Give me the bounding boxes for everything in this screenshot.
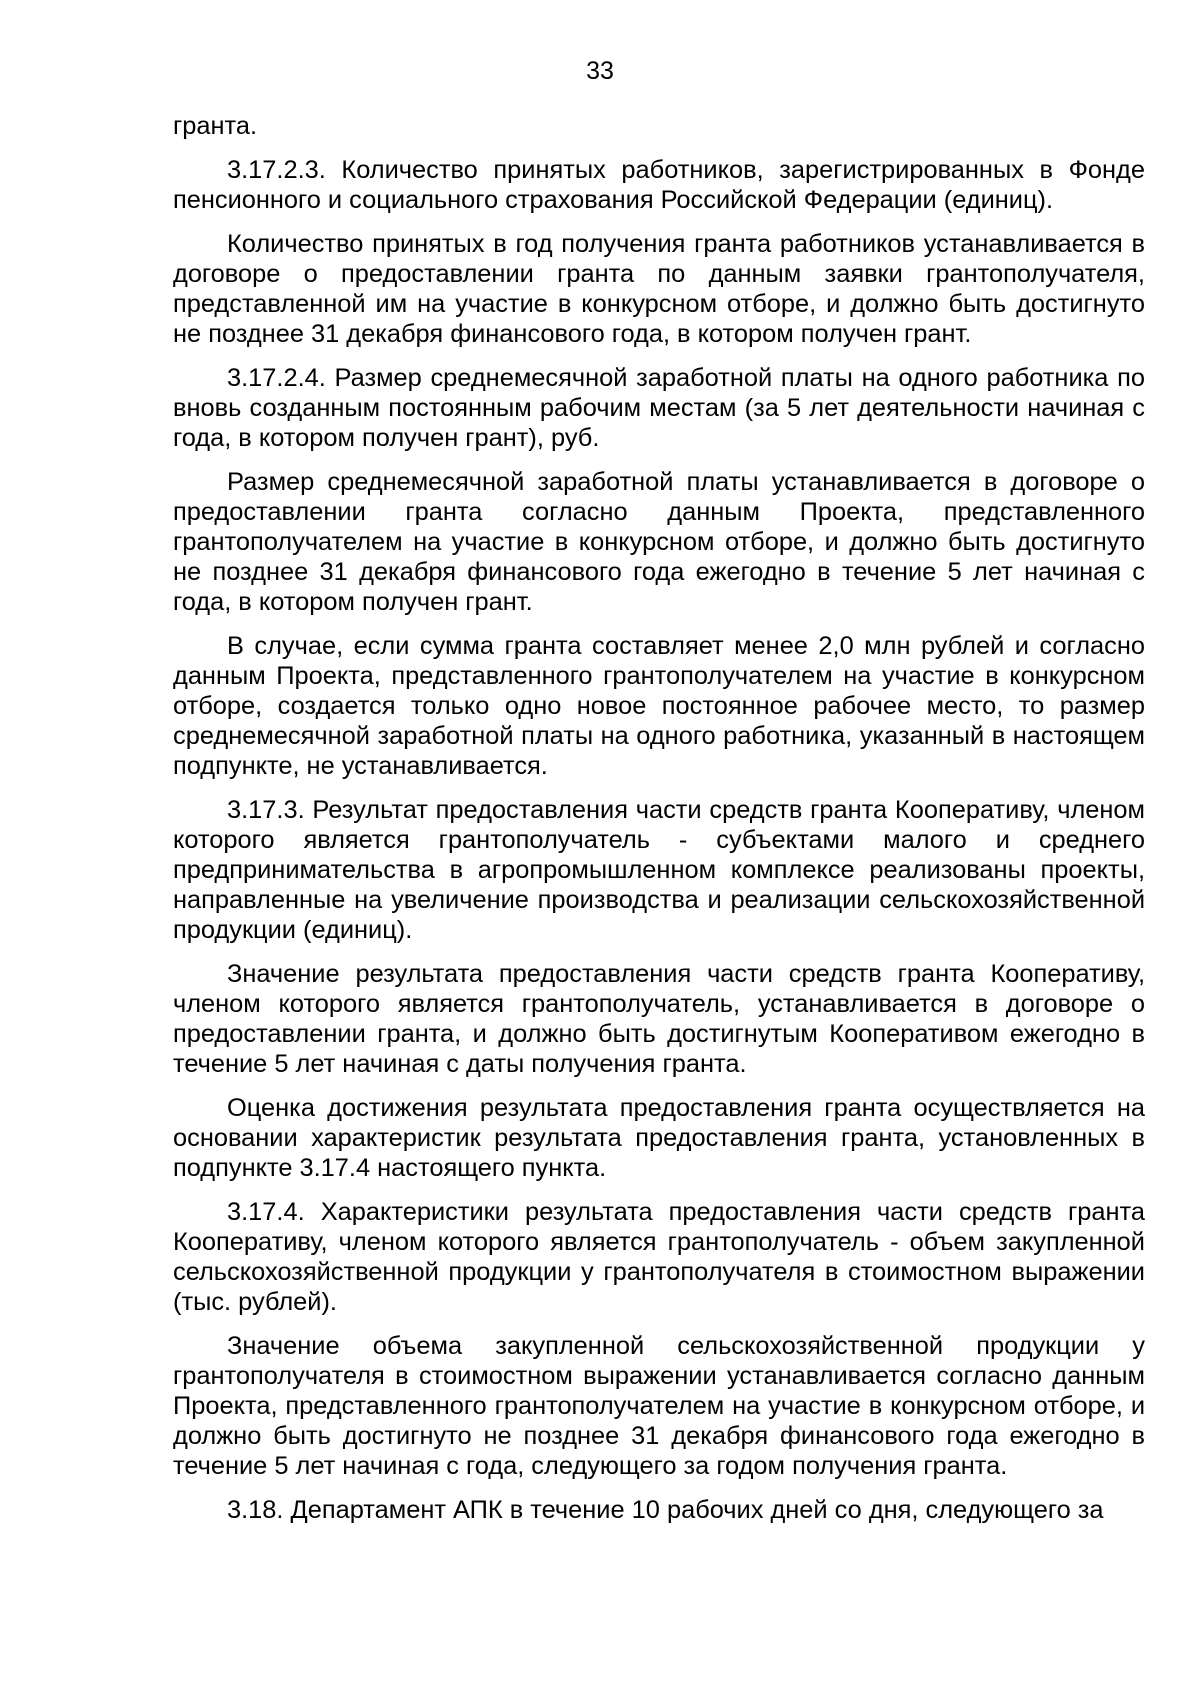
paragraph-3-18: 3.18. Департамент АПК в течение 10 рабочих дней со дня, следующего за bbox=[227, 1496, 1104, 1524]
paragraph-3-17-2-4: 3.17.2.4. Размер среднемесячной заработной платы на одного работника по вновь созданным постоянным рабочим местам (за 5 лет деятельности начиная с года, в котором получен грант), руб. bbox=[173, 364, 1145, 452]
paragraph-result-value: Значение результата предоставления части средств гранта Кооперативу, членом которого является грантополучатель, устанавливается в договоре о предоставлении гранта, и должно быть достигнутым Кооперативом ежегодно в течение 5 лет начиная с даты получения гранта. bbox=[173, 960, 1145, 1078]
paragraph-employees-count: Количество принятых в год получения гранта работников устанавливается в договоре о предоставлении гранта по данным заявки грантополучателя, представленной им на участие в конкурсном отборе, и должно быть достигнуто не позднее 31 декабря финансового года, в котором получен грант. bbox=[173, 230, 1145, 348]
paragraph-purchase-volume: Значение объема закупленной сельскохозяйственной продукции у грантополучателя в стоимостном выражении устанавливается согласно данным Проекта, представленного грантополучателем на участие в конкурсном отборе, и должно быть достигнуто не позднее 31 декабря финансового года ежегодно в течение 5 лет начиная с года, следующего за годом получения гранта. bbox=[173, 1332, 1145, 1480]
paragraph-continuation: гранта. bbox=[173, 112, 258, 140]
page-number: 33 bbox=[586, 57, 614, 85]
paragraph-3-17-2-3: 3.17.2.3. Количество принятых работников, зарегистрированных в Фонде пенсионного и социального страхования Российской Федерации (единиц). bbox=[173, 156, 1145, 214]
document-body bbox=[173, 111, 1145, 1539]
paragraph-3-17-4: 3.17.4. Характеристики результата предоставления части средств гранта Кооперативу, членом которого является грантополучатель - объем закупленной сельскохозяйственной продукции у грантополучателя в стоимостном выражении (тыс. рублей). bbox=[173, 1198, 1145, 1316]
paragraph-average-salary: Размер среднемесячной заработной платы устанавливается в договоре о предоставлении гранта согласно данным Проекта, представленного грантополучателем на участие в конкурсном отборе, и должно быть достигнуто не позднее 31 декабря финансового года ежегодно в течение 5 лет начиная с года, в котором получен грант. bbox=[173, 468, 1145, 616]
paragraph-grant-exception: В случае, если сумма гранта составляет менее 2,0 млн рублей и согласно данным Проекта, представленного грантополучателем на участие в конкурсном отборе, создается только одно новое постоянное рабочее место, то размер среднемесячной заработной платы на одного работника, указанный в настоящем подпункте, не устанавливается. bbox=[173, 632, 1145, 780]
paragraph-result-assessment: Оценка достижения результата предоставления гранта осуществляется на основании характеристик результата предоставления гранта, установленных в подпункте 3.17.4 настоящего пункта. bbox=[173, 1094, 1145, 1182]
paragraph-3-17-3: 3.17.3. Результат предоставления части средств гранта Кооперативу, членом которого является грантополучатель - субъектами малого и среднего предпринимательства в агропромышленном комплексе реализованы проекты, направленные на увеличение производства и реализации сельскохозяйственной продукции (единиц). bbox=[173, 796, 1145, 944]
